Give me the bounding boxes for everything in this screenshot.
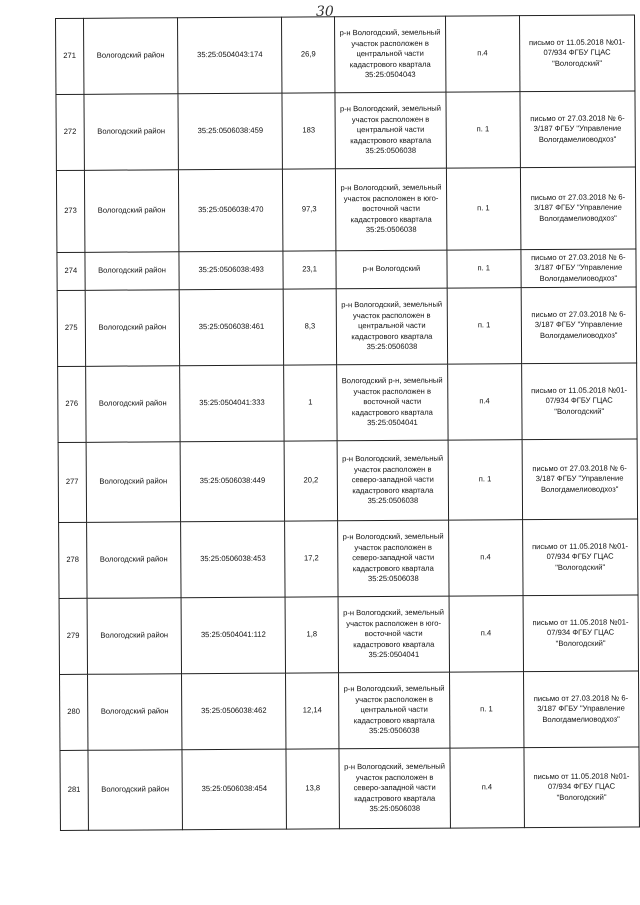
location-cell: р-н Вологодский xyxy=(336,250,447,289)
letter-cell: письмо от 11.05.2018 №01-07/934 ФГБУ ГЦАС "Вологодский" xyxy=(524,747,640,828)
location-cell: р-н Вологодский, земельный участок расположен в северо-западной части кадастрового квартала 35:25:0506038 xyxy=(338,520,449,597)
district-cell: Вологодский район xyxy=(83,18,178,95)
district-cell: Вологодский район xyxy=(84,94,179,171)
reason-cell: п. 1 xyxy=(448,440,522,520)
cadastral-number-cell: 35:25:0506038:461 xyxy=(179,289,283,366)
row-number: 279 xyxy=(59,598,87,674)
district-cell: Вологодский район xyxy=(87,674,182,751)
district-cell: Вологодский район xyxy=(85,290,180,367)
cadastral-number-cell: 35:25:0504043:174 xyxy=(178,17,282,94)
location-cell: р-н Вологодский, земельный участок расположен в северо-западной части кадастрового квартала 35:25:0506038 xyxy=(339,748,450,829)
table-row xyxy=(58,439,637,523)
row-number: 276 xyxy=(58,366,86,442)
row-number: 278 xyxy=(59,522,87,598)
row-number: 273 xyxy=(56,170,84,252)
cadastral-number-cell: 35:25:0506038:449 xyxy=(180,441,284,522)
location-cell: р-н Вологодский, земельный участок расположен в юго-восточной части кадастрового квартала 35:25:0504041 xyxy=(338,596,449,673)
cadastral-number-cell: 35:25:0506038:453 xyxy=(181,521,285,598)
area-cell: 183 xyxy=(282,93,336,169)
district-cell: Вологодский район xyxy=(87,598,182,675)
table-row xyxy=(58,363,637,443)
district-cell: Вологодский район xyxy=(86,522,181,599)
letter-cell: письмо от 27.03.2018 № 6-3/187 ФГБУ "Управление Вологдамелиоводхоз" xyxy=(521,249,637,288)
location-cell: р-н Вологодский, земельный участок расположен в центральной части кадастрового квартала 35:25:0506038 xyxy=(335,92,446,169)
letter-cell: письмо от 27.03.2018 № 6-3/187 ФГБУ "Управление Вологдамелиоводхоз" xyxy=(520,167,636,250)
area-cell: 26,9 xyxy=(282,17,336,93)
row-number: 275 xyxy=(57,290,85,366)
reason-cell: п. 1 xyxy=(446,92,520,168)
letter-cell: письмо от 11.05.2018 №01-07/934 ФГБУ ГЦАС "Вологодский" xyxy=(523,595,639,672)
letter-cell: письмо от 27.03.2018 № 6-3/187 ФГБУ "Управление Вологдамелиоводхоз" xyxy=(521,287,637,364)
area-cell: 1,8 xyxy=(285,597,339,673)
area-cell: 12,14 xyxy=(286,673,340,749)
area-cell: 17,2 xyxy=(285,521,339,597)
letter-cell: письмо от 27.03.2018 № 6-3/187 ФГБУ "Управление Вологдамелиоводхоз" xyxy=(520,91,636,168)
cadastral-number-cell: 35:25:0506038:454 xyxy=(182,749,286,830)
district-cell: Вологодский район xyxy=(84,170,179,253)
reason-cell: п.4 xyxy=(449,596,523,672)
reason-cell: п.4 xyxy=(450,748,524,828)
reason-cell: п. 1 xyxy=(446,168,520,250)
reason-cell: п.4 xyxy=(447,364,521,440)
letter-cell: письмо от 27.03.2018 № 6-3/187 ФГБУ "Управление Вологдамелиоводхоз" xyxy=(522,439,638,520)
land-plot-table xyxy=(55,14,640,831)
row-number: 281 xyxy=(60,750,88,830)
area-cell: 20,2 xyxy=(284,441,338,521)
page-number: 30 xyxy=(316,4,334,20)
table-row xyxy=(56,91,635,171)
location-cell: р-н Вологодский, земельный участок расположен в юго-восточной части кадастрового квартала 35:25:0506038 xyxy=(336,168,447,251)
reason-cell: п. 1 xyxy=(447,250,521,288)
letter-cell: письмо от 11.05.2018 №01-07/934 ФГБУ ГЦАС "Вологодский" xyxy=(521,363,637,440)
reason-cell: п.4 xyxy=(445,16,519,92)
area-cell: 97,3 xyxy=(282,169,336,251)
table-row xyxy=(57,287,636,367)
row-number: 274 xyxy=(57,252,85,290)
cadastral-number-cell: 35:25:0504041:112 xyxy=(181,597,285,674)
cadastral-number-cell: 35:25:0506038:470 xyxy=(179,169,283,252)
area-cell: 1 xyxy=(284,365,338,441)
district-cell: Вологодский район xyxy=(88,750,183,831)
area-cell: 23,1 xyxy=(283,251,336,289)
letter-cell: письмо от 11.05.2018 №01-07/934 ФГБУ ГЦАС "Вологодский" xyxy=(522,519,638,596)
location-cell: р-н Вологодский, земельный участок расположен в центральной части кадастрового квартала 35:25:0506038 xyxy=(339,672,450,749)
location-cell: р-н Вологодский, земельный участок расположен в центральной части кадастрового квартала 35:25:0506038 xyxy=(336,288,447,365)
cadastral-number-cell: 35:25:0506038:462 xyxy=(182,673,286,750)
letter-cell: письмо от 27.03.2018 № 6-3/187 ФГБУ "Управление Вологдамелиоводхоз" xyxy=(523,671,639,748)
district-cell: Вологодский район xyxy=(85,252,180,291)
location-cell: р-н Вологодский, земельный участок расположен в центральной части кадастрового квартала 35:25:0504043 xyxy=(335,16,446,93)
cadastral-number-cell: 35:25:0506038:493 xyxy=(179,251,283,290)
row-number: 272 xyxy=(56,94,84,170)
location-cell: р-н Вологодский, земельный участок расположен в северо-западной части кадастрового квартала 35:25:0506038 xyxy=(337,440,448,521)
cadastral-number-cell: 35:25:0506038:459 xyxy=(178,93,282,170)
table-row xyxy=(56,15,635,95)
area-cell: 8,3 xyxy=(283,289,337,365)
letter-cell: письмо от 11.05.2018 №01-07/934 ФГБУ ГЦАС "Вологодский" xyxy=(519,15,635,92)
row-number: 277 xyxy=(58,442,86,522)
table-row xyxy=(59,519,638,599)
area-cell: 13,8 xyxy=(286,749,340,829)
district-cell: Вологодский район xyxy=(85,366,180,443)
reason-cell: п.4 xyxy=(448,520,522,596)
table-row xyxy=(57,249,636,291)
row-number: 271 xyxy=(56,18,84,94)
reason-cell: п. 1 xyxy=(447,288,521,364)
table-row xyxy=(60,671,639,751)
cadastral-number-cell: 35:25:0504041:333 xyxy=(180,365,284,442)
row-number: 280 xyxy=(60,674,88,750)
table-row xyxy=(60,747,639,831)
table-row xyxy=(59,595,638,675)
reason-cell: п. 1 xyxy=(449,672,523,748)
table-row xyxy=(56,167,635,253)
district-cell: Вологодский район xyxy=(86,442,181,523)
location-cell: Вологодский р-н, земельный участок расположен в восточной части кадастрового квартала 35:25:0504041 xyxy=(337,364,448,441)
